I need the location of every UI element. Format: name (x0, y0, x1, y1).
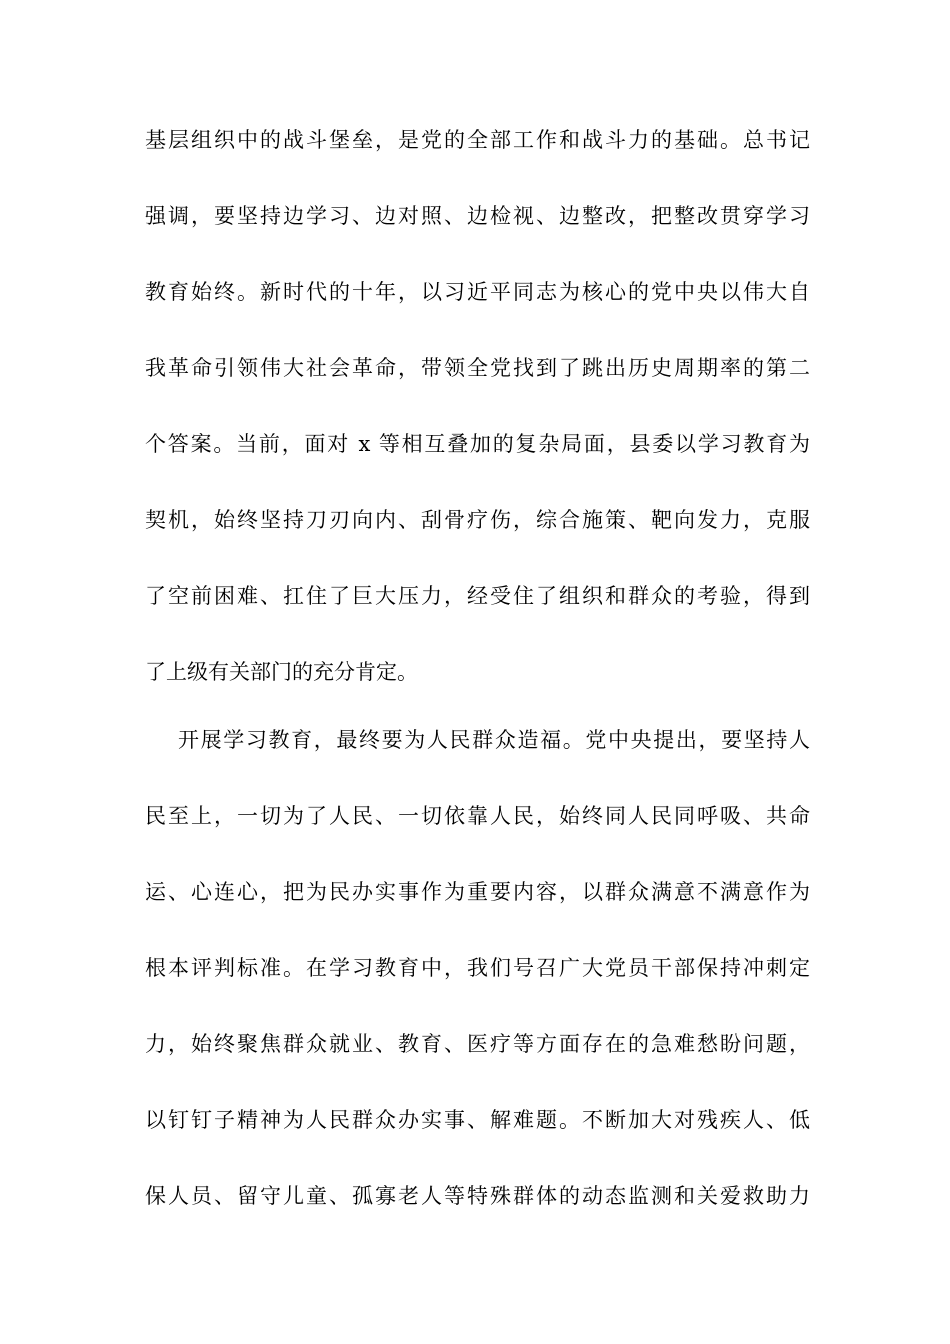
paragraph-line: 强调，要坚持边学习、边对照、边检视、边整改，把整改贯穿学习 (145, 204, 810, 228)
paragraph-line: 基层组织中的战斗堡垒，是党的全部工作和战斗力的基础。总书记 (145, 128, 810, 152)
paragraph-2 (145, 702, 810, 1234)
paragraph-line: 开展学习教育，最终要为人民群众造福。党中央提出，要坚持人 (178, 728, 810, 752)
paragraph-line: 民至上，一切为了人民、一切依靠人民，始终同人民同呼吸、共命 (145, 804, 810, 828)
paragraph-line: 了空前困难、扛住了巨大压力，经受住了组织和群众的考验，得到 (145, 584, 810, 608)
paragraph-line: 以钉钉子精神为人民群众办实事、解难题。不断加大对残疾人、低 (145, 1108, 810, 1132)
paragraph-1 (145, 102, 810, 710)
paragraph-line: 个答案。当前，面对 x 等相互叠加的复杂局面，县委以学习教育为 (145, 432, 810, 456)
paragraph-line: 了上级有关部门的充分肯定。 (145, 660, 418, 684)
paragraph-line: 力，始终聚焦群众就业、教育、医疗等方面存在的急难愁盼问题， (145, 1032, 810, 1056)
paragraph-line: 教育始终。新时代的十年，以习近平同志为核心的党中央以伟大自 (145, 280, 810, 304)
paragraph-line: 保人员、留守儿童、孤寡老人等特殊群体的动态监测和关爱救助力 (145, 1184, 810, 1208)
paragraph-line: 运、心连心，把为民办实事作为重要内容，以群众满意不满意作为 (145, 880, 810, 904)
paragraph-line: 根本评判标准。在学习教育中，我们号召广大党员干部保持冲刺定 (145, 956, 810, 980)
paragraph-line: 契机，始终坚持刀刃向内、刮骨疗伤，综合施策、靶向发力，克服 (145, 508, 810, 532)
paragraph-line: 我革命引领伟大社会革命，带领全党找到了跳出历史周期率的第二 (145, 356, 810, 380)
